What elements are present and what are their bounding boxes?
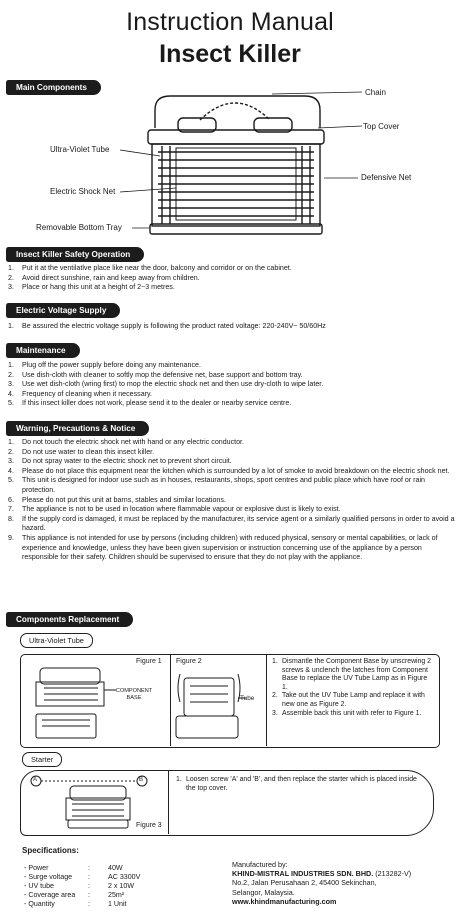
tube-label: Tube: [240, 695, 255, 702]
manufacturer-label: Manufactured by:: [232, 860, 288, 869]
voltage-list: [8, 322, 456, 332]
label-defensive-net: Defensive Net: [361, 173, 412, 182]
insect-killer-diagram: [0, 84, 460, 240]
safety-heading: Insect Killer Safety Operation: [6, 247, 144, 262]
figure1-label: Figure 1: [136, 658, 162, 665]
list-item: 1. Loosen screw 'A' and 'B', and then replace the starter which is placed inside the top cover.: [176, 776, 417, 792]
list-item: 3. Assemble back this unit with refer to Figure 1.: [272, 709, 422, 717]
label-uv-tube: Ultra-Violet Tube: [50, 145, 110, 154]
figure2-drawing: [172, 668, 264, 744]
table-row: - Coverage area : 25m²: [24, 891, 125, 899]
table-row: - Quantity : 1 Unit: [24, 900, 127, 908]
label-shock-net: Electric Shock Net: [50, 187, 116, 196]
divider: [168, 770, 169, 834]
label-top-cover: Top Cover: [363, 122, 400, 131]
divider: [266, 654, 267, 746]
list-item: 1. Plug off the power supply before doing any maintenance.: [8, 361, 201, 369]
specifications-table: [24, 864, 144, 909]
list-item: 9. This appliance is not intended for use by persons (including children) with reduced physical, sensory or mental capabilities, or lack of experience and knowledge, unless they have been given supervision or instruction concerning use of the appliance by a person responsible for their safety. Children should be supervised to ensure that they do not play with the appliance.: [8, 533, 438, 562]
list-item: 4. Please do not place this equipment near the kitchen which is surrounded by a lot of smoke to avoid breakdown on the electric shock net.: [8, 466, 450, 475]
manufacturer-website[interactable]: www.khindmanufacturing.com: [232, 896, 337, 906]
list-item: 1. Put it at the ventilatlve place like near the door, balcony and corridor or on the cabinet.: [8, 264, 292, 272]
label-chain: Chain: [365, 88, 386, 97]
figure3-label: Figure 3: [136, 822, 162, 829]
list-item: 2. Use dish-cloth with cleaner to softly mop the defensive net, base support and bottom tray.: [8, 370, 303, 379]
manufacturer-address-2: Selangor, Malaysia.: [232, 887, 295, 897]
list-item: 1. Be assured the electric voltage supply is following the product rated voltage: 220-240V~ 50/60Hz: [8, 322, 326, 330]
divider: [170, 654, 171, 746]
list-item: 7. The appliance is not to be used in location where flammable vapour or explosive dust is likely to exist.: [8, 505, 341, 514]
list-item: 2. Take out the UV Tube Lamp and replace it with new one as Figure 2.: [272, 692, 425, 708]
list-item: 2. Do not use water to clean this insect killer.: [8, 447, 155, 456]
warning-heading: Warning, Precautions & Notice: [6, 421, 149, 436]
manufacturer-reg: (213282-V): [375, 869, 412, 879]
list-item: 4. Frequency of cleaning when it necessary.: [8, 389, 152, 398]
uv-steps: [272, 658, 434, 718]
warning-list: [8, 438, 456, 563]
uv-tube-tab: Ultra-Violet Tube: [20, 633, 93, 648]
specifications-heading: Specifications:: [22, 846, 79, 855]
table-row: - Surge voltage : AC 3300V: [24, 873, 141, 881]
list-item: 5. If this insect killer does not work, please send it to the dealer or nearby service centre.: [8, 399, 292, 408]
marker-a: A: [33, 777, 38, 783]
list-item: 8. If the supply cord is damaged, it must be replaced by the manufacturer, its service agent or a similarly qualified persons in order to avoid a hazard.: [8, 514, 455, 533]
manufacturer-block: [232, 860, 411, 906]
list-item: 5. This unit is designed for indoor use such as in houses, restaurants, shops, sport centres and public place which have roof or rain protection.: [8, 476, 425, 494]
list-item: 3. Do not spray water to the electric shock net to prevent short circuit.: [8, 457, 232, 466]
list-item: 3. Place or hang this unit at a height of 2~3 metres.: [8, 283, 175, 292]
list-item: 1. Dismantle the Component Base by unscrewing 2 screws & unclench the latches from Component Base to replace the UV Tube Lamp as in Figure 1.: [272, 658, 431, 691]
starter-steps: [176, 776, 422, 793]
main-components-heading: Main Components: [6, 80, 101, 95]
maintenance-heading: Maintenance: [6, 343, 80, 358]
component-base-label: COMPONENT BASE: [115, 688, 153, 701]
voltage-heading: Electric Voltage Supply: [6, 303, 120, 318]
starter-tab: Starter: [22, 752, 62, 767]
list-item: 2. Avoid direct sunshine, rain and keep away from children.: [8, 273, 200, 282]
list-item: 6. Please do not put this unit at barns, stables and similar locations.: [8, 495, 226, 504]
figure2-label: Figure 2: [176, 658, 202, 665]
replacement-heading: Components Replacement: [6, 612, 133, 627]
manufacturer-name: KHIND-MISTRAL INDUSTRIES SDN. BHD.: [232, 869, 374, 879]
list-item: 3. Use wet dish-cloth (wring first) to mop the electric shock net and then use dry-cloth to wipe later.: [8, 380, 324, 389]
table-row: - UV tube : 2 x 10W: [24, 882, 135, 890]
figure1-drawing: [24, 666, 169, 744]
manufacturer-address-1: No.2, Jalan Perusahaan 2, 45400 Sekinchan,: [232, 878, 377, 888]
marker-b: B: [139, 777, 144, 783]
table-row: - Power : 40W: [24, 864, 123, 872]
safety-list: [8, 264, 456, 293]
list-item: 1. Do not touch the electric shock net with hand or any electric conductor.: [8, 438, 244, 446]
product-title: Insect Killer: [159, 40, 301, 68]
label-bottom-tray: Removable Bottom Tray: [36, 223, 122, 232]
maintenance-list: [8, 361, 456, 409]
manual-title: Instruction Manual: [126, 8, 334, 36]
